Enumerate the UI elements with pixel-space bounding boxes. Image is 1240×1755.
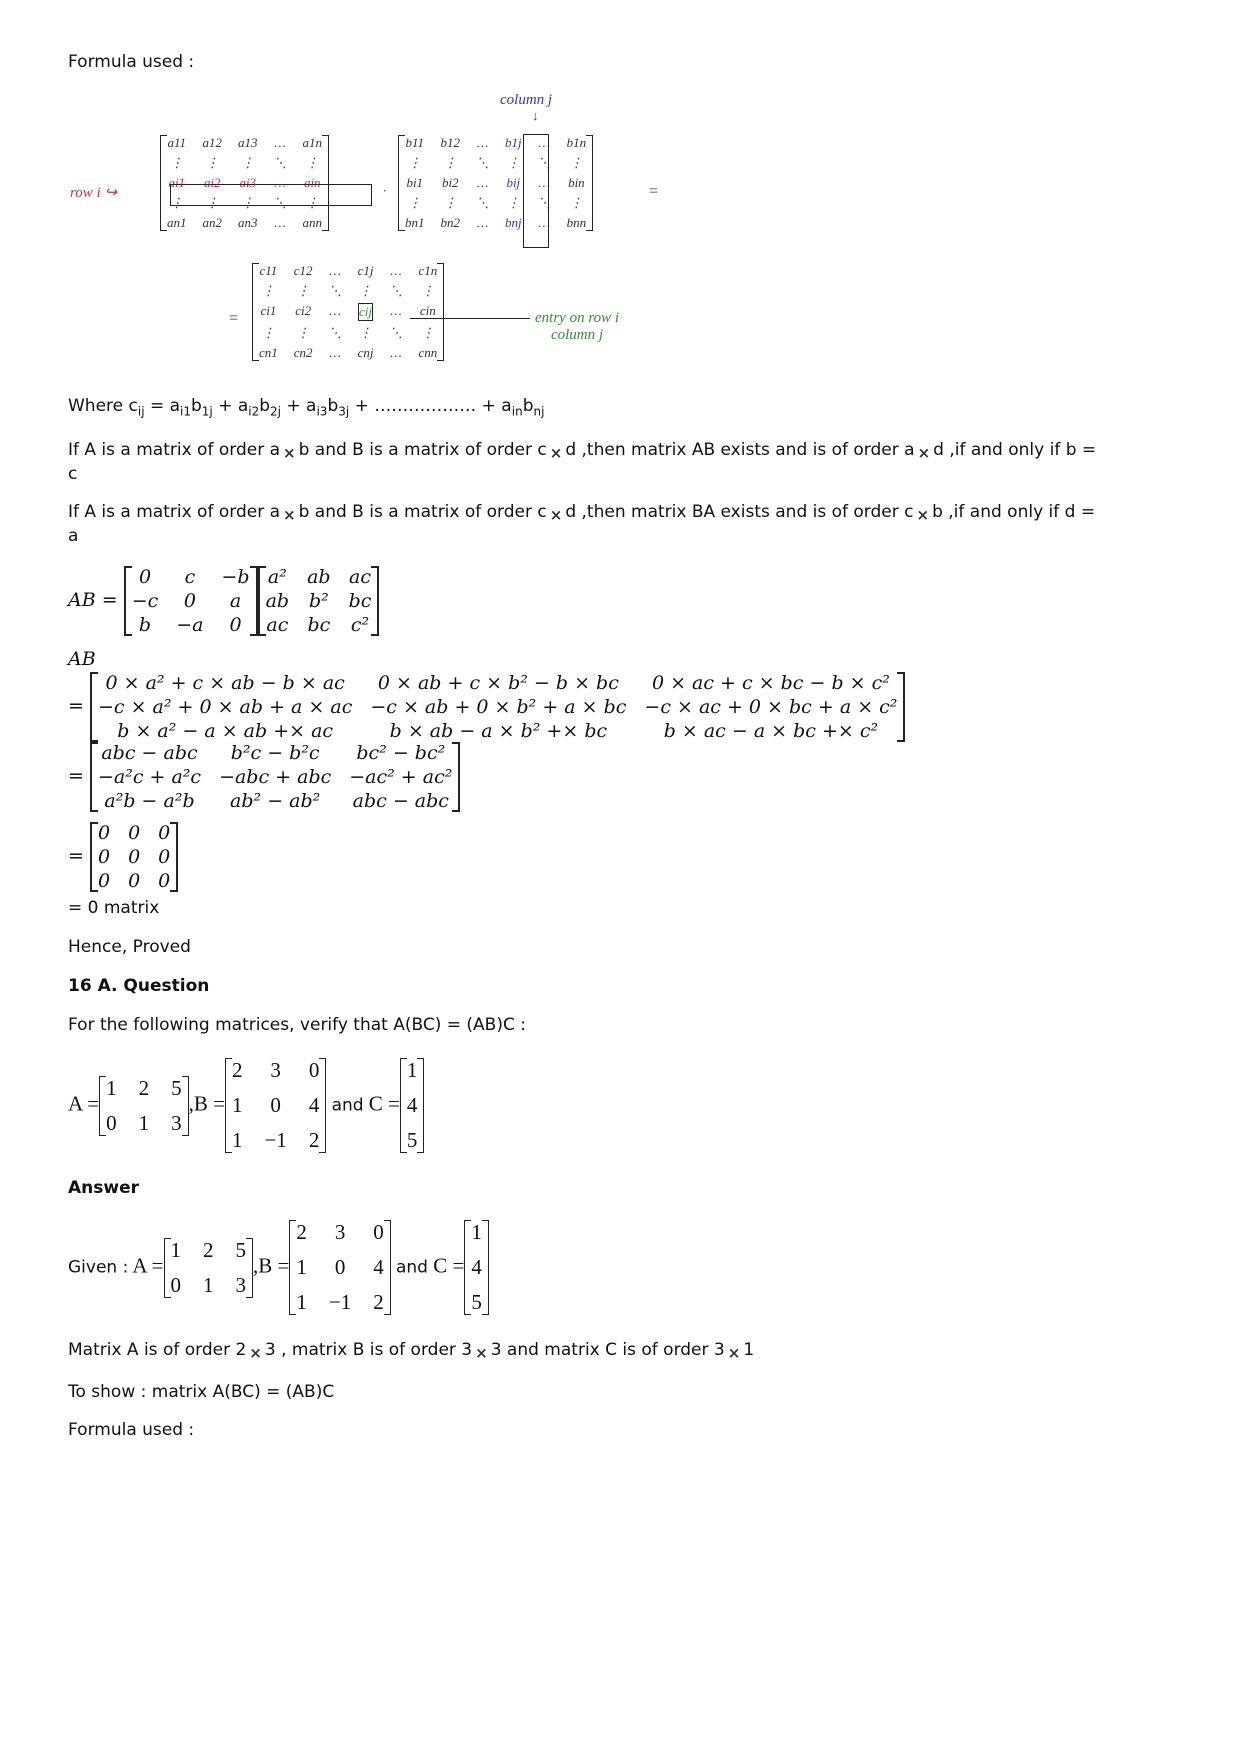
- question-matrix-b: [225, 1058, 326, 1153]
- matrix-cell: 1: [106, 1075, 117, 1100]
- matrix-cell: ⋮: [170, 195, 184, 210]
- matrix-cell: cn2: [293, 345, 313, 360]
- pointer-line: [410, 318, 530, 319]
- matrix-cell: a13: [238, 135, 258, 150]
- matrix-cell: ab: [265, 590, 290, 612]
- matrix-cell: 0 × ac + c × bc − b × c²: [651, 672, 890, 694]
- matrix-cell: ⋮: [359, 325, 372, 340]
- matrix-cell: ain: [303, 175, 321, 190]
- matrix-cell: b11: [405, 135, 425, 150]
- matrix-cell: …: [538, 215, 550, 230]
- matrix-cell: …: [390, 263, 402, 278]
- equals-sign: =: [228, 310, 239, 327]
- matrix-cell: −a: [176, 614, 204, 636]
- diagram-matrix-a: [160, 135, 329, 231]
- matrix-cell: …: [329, 263, 341, 278]
- down-arrow-icon: ↓: [532, 108, 539, 123]
- formula-used-label: Formula used :: [68, 52, 195, 72]
- matrix-cell: b × ab − a × b² +× bc: [389, 720, 608, 742]
- matrix-cell: bn1: [405, 215, 425, 230]
- matrix-cell: 1: [170, 1237, 182, 1262]
- matrix-cell: −c × ab + 0 × b² + a × bc: [370, 696, 627, 718]
- matrix-cell: 0: [158, 846, 171, 868]
- matrix-cell: ⋮: [205, 195, 219, 210]
- matrix-cell: 3: [235, 1272, 247, 1297]
- matrix-cell: a12: [202, 135, 222, 150]
- matrix-cell: cnj: [357, 345, 374, 360]
- matrix-cell: …: [476, 215, 489, 230]
- matrix-cell: 1: [231, 1128, 243, 1152]
- matrix-cell: −1: [328, 1290, 352, 1314]
- matrix-cell: …: [538, 175, 550, 190]
- given-matrix-a: [164, 1238, 254, 1298]
- matrix-cell: 0: [158, 822, 171, 844]
- given-matrices: Given : A = 1 2 5 0 1 3 ,B = 2 3 0 1 0 4 1 −1 2 and C = 1 4 5: [68, 1220, 489, 1315]
- formula-used-label-2: Formula used :: [68, 1420, 195, 1440]
- matrix-cell: bc: [307, 614, 331, 636]
- matrix-cell: an1: [167, 215, 187, 230]
- matrix-cell: 0: [158, 870, 171, 892]
- matrix-cell: −c × a² + 0 × ab + a × ac: [97, 696, 353, 718]
- zero-product: = 0 0 0 0 0 0 0 0 0: [68, 822, 178, 892]
- matrix-cell: b²: [308, 590, 329, 612]
- matrix-cell: 4: [308, 1093, 320, 1117]
- matrix-cell: 4: [471, 1255, 482, 1279]
- matrix-cell: ab: [307, 566, 331, 588]
- matrix-cell: ⋮: [506, 155, 520, 170]
- simplified-matrix: [90, 742, 460, 812]
- question-matrix-c: [400, 1058, 425, 1153]
- matrix-cell: c1n: [418, 263, 438, 278]
- matrix-cell: ⋱: [328, 283, 342, 298]
- matrix-cell: −1: [264, 1128, 287, 1152]
- matrix-cell: 4: [406, 1093, 418, 1117]
- matrix-cell: c²: [350, 614, 370, 636]
- matrix-cell: −b: [221, 566, 250, 588]
- matrix-cell: a1n: [302, 135, 322, 150]
- matrix-cell: 2: [231, 1058, 243, 1082]
- question-text: For the following matrices, verify that A(BC) = (AB)C :: [68, 1015, 526, 1035]
- question-matrix-a: [99, 1076, 189, 1136]
- column-highlight-box: [523, 134, 549, 248]
- matrix-cell: ⋮: [296, 325, 310, 340]
- matrix-cell: ann: [302, 215, 322, 230]
- matrix-cell: ⋮: [421, 283, 435, 298]
- question-title: 16 A. Question: [68, 976, 210, 996]
- paragraph-ba-exists: If A is a matrix of order a × b and B is a matrix of order c × d ,then matrix BA exists and is of order c × b ,if and only if d = a: [68, 502, 1096, 546]
- dot-operator: ·: [383, 183, 387, 198]
- matrix-cell: bnn: [566, 215, 587, 230]
- matrix-cell: ⋱: [328, 325, 342, 340]
- matrix-cell: ⋮: [205, 155, 219, 170]
- matrix-cell: 4: [373, 1255, 384, 1279]
- matrix-cell: …: [476, 135, 489, 150]
- matrix-cell: ⋱: [537, 195, 551, 210]
- diagram-matrix-c: [252, 263, 444, 361]
- matrix-cell: 1: [406, 1058, 418, 1082]
- matrix-cell: 2: [308, 1128, 320, 1152]
- matrix-cell: ⋮: [305, 195, 319, 210]
- matrix-cell: ⋱: [476, 155, 489, 170]
- hence-proved: Hence, Proved: [68, 937, 191, 957]
- matrix-orders: Matrix A is of order 2 × 3 , matrix B is of order 3 × 3 and matrix C is of order 3 × 1: [68, 1340, 755, 1362]
- matrix-cell: 3: [171, 1110, 182, 1135]
- matrix-cell: −c × ac + 0 × bc + a × c²: [644, 696, 898, 718]
- row-i-label: row i ↪: [70, 185, 118, 201]
- matrix-cell: an2: [202, 215, 222, 230]
- matrix-cell: ⋮: [241, 195, 255, 210]
- matrix-cell: ab² − ab²: [230, 790, 321, 812]
- simplified-product: = abc − abc b²c − b²c bc² − bc² −a²c + a²c −abc + abc −ac² + ac² a²b − a²b ab² − ab² abc − abc: [68, 742, 460, 812]
- matrix-cell: 5: [471, 1290, 482, 1314]
- matrix-cell: ⋮: [569, 195, 583, 210]
- matrix-cell: cnn: [418, 345, 438, 360]
- matrix-cell: ⋮: [305, 155, 319, 170]
- matrix-a: [124, 566, 258, 636]
- matrix-cell: …: [274, 175, 286, 190]
- matrix-cell: bc² − bc²: [356, 742, 446, 764]
- matrix-cell: 3: [270, 1058, 281, 1082]
- matrix-cell: 0: [128, 870, 141, 892]
- matrix-cell: 5: [235, 1237, 247, 1262]
- matrix-cell: b1n: [566, 135, 587, 150]
- matrix-cell: cin: [419, 303, 436, 318]
- column-j-label: column j: [500, 92, 553, 108]
- zero-matrix: [90, 822, 178, 892]
- matrix-cell: ⋮: [408, 155, 422, 170]
- matrix-cell: 5: [406, 1128, 418, 1152]
- matrix-cell: −ac² + ac²: [349, 766, 453, 788]
- matrix-cell: …: [329, 345, 341, 360]
- matrix-cell: …: [274, 215, 286, 230]
- cij-formula: Where $c_{ij} = a_{i1}b_{1j} + a_{i2}b_{2j} + a_{i3}b_{3j}$ + ……………… + $a_{in}b_{nj}$: [68, 396, 545, 419]
- row-highlight-box: [170, 184, 372, 206]
- matrix-cell: ⋮: [421, 325, 435, 340]
- to-show: To show : matrix A(BC) = (AB)C: [68, 1382, 335, 1402]
- matrix-cell: 0: [334, 1255, 346, 1279]
- matrix-cell: 0: [183, 590, 196, 612]
- matrix-cell: ⋮: [261, 325, 275, 340]
- matrix-cell: 0: [138, 566, 152, 588]
- diagram-matrix-b: [398, 135, 593, 231]
- ab-label: AB: [68, 648, 96, 670]
- matrix-cell: ⋮: [506, 195, 520, 210]
- matrix-cell: ci1: [260, 303, 277, 318]
- matrix-cell: b²c − b²c: [230, 742, 320, 764]
- matrix-cell: −abc + abc: [219, 766, 332, 788]
- matrix-cell: abc − abc: [101, 742, 198, 764]
- matrix-cell: …: [274, 135, 286, 150]
- matrix-cell: a: [229, 590, 242, 612]
- matrix-cell: ac: [349, 566, 371, 588]
- matrix-cell: ⋮: [443, 155, 457, 170]
- matrix-cell: 1: [296, 1290, 307, 1314]
- matrix-cell: b12: [440, 135, 460, 150]
- matrix-cell: c1j: [357, 263, 374, 278]
- matrix-cell: ⋱: [389, 283, 403, 298]
- matrix-cell: …: [476, 175, 489, 190]
- matrix-cell: c11: [259, 263, 278, 278]
- entry-label: [535, 310, 619, 344]
- matrix-cell: ⋱: [389, 325, 403, 340]
- matrix-cell: ac: [266, 614, 289, 636]
- matrix-cell: …: [329, 303, 341, 318]
- equals-sign: =: [648, 183, 659, 200]
- matrix-cell: 1: [138, 1110, 150, 1135]
- matrix-cell: an3: [238, 215, 258, 230]
- matrix-cell: 0: [128, 846, 141, 868]
- matrix-cell: b × a² − a × ab +× ac: [117, 720, 334, 742]
- matrix-cell: 2: [203, 1237, 214, 1262]
- matrix-cell: ⋮: [408, 195, 422, 210]
- matrix-cell: 1: [203, 1272, 214, 1297]
- matrix-cell: …: [538, 135, 550, 150]
- matrix-cell: 0: [106, 1110, 117, 1135]
- given-matrix-c: [464, 1220, 489, 1315]
- matrix-cell: −a²c + a²c: [97, 766, 202, 788]
- matrix-cell: cn1: [259, 345, 278, 360]
- matrix-cell: 0: [97, 846, 111, 868]
- matrix-cell: ⋮: [261, 283, 275, 298]
- matrix-cell: c12: [293, 263, 313, 278]
- matrix-cell: ai3: [239, 175, 257, 190]
- matrix-cell: 1: [231, 1093, 243, 1117]
- matrix-cell: 0: [97, 822, 111, 844]
- matrix-cell: 2: [296, 1220, 307, 1244]
- matrix-cell: ai1: [168, 175, 186, 190]
- matrix-cell: a²b − a²b: [104, 790, 195, 812]
- matrix-cell: 0: [229, 614, 242, 636]
- entry-label-line1: entry on row i: [535, 310, 620, 326]
- matrix-cell: b × ac − a × bc +× c²: [663, 720, 879, 742]
- matrix-cell: 0 × a² + c × ab − b × ac: [105, 672, 345, 694]
- matrix-cell: ⋮: [296, 283, 310, 298]
- matrix-cell: 0: [373, 1220, 384, 1244]
- matrix-cell: 0: [270, 1093, 281, 1117]
- matrix-cell: 2: [373, 1290, 384, 1314]
- matrix-cell: ⋱: [476, 195, 489, 210]
- given-matrix-b: [289, 1220, 390, 1315]
- expanded-matrix: [90, 672, 905, 742]
- matrix-cell: ⋱: [273, 155, 287, 170]
- matrix-b: [258, 566, 380, 636]
- matrix-cell: cij: [359, 304, 372, 319]
- matrix-cell: ci2: [295, 303, 312, 318]
- matrix-cell: ai2: [203, 175, 221, 190]
- matrix-cell: 0: [128, 822, 141, 844]
- expanded-product: = 0 × a² + c × ab − b × ac 0 × ab + c × b² − b × bc 0 × ac + c × bc − b × c² −c × a² + 0 × ab + a × ac −c × ab + 0 × b² + a × bc −c × ac + 0 × bc + a × c² b × a² − a × ab +× ac b × ab − a × b² +× bc b × ac − a × bc +× c²: [68, 672, 905, 742]
- matrix-cell: 0: [97, 870, 111, 892]
- matrix-cell: bi2: [441, 175, 459, 190]
- matrix-cell: 3: [334, 1220, 346, 1244]
- matrix-cell: bn2: [440, 215, 460, 230]
- matrix-cell: …: [390, 345, 402, 360]
- matrix-cell: bij: [506, 175, 521, 190]
- matrix-cell: ⋮: [170, 155, 184, 170]
- matrix-cell: ⋮: [241, 155, 255, 170]
- zero-matrix-text: = 0 matrix: [68, 898, 160, 918]
- matrix-cell: 5: [171, 1075, 182, 1100]
- matrix-cell: a²: [267, 566, 287, 588]
- matrix-cell: c: [184, 566, 196, 588]
- matrix-cell: 0 × ab + c × b² − b × bc: [377, 672, 619, 694]
- matrix-cell: 1: [296, 1255, 307, 1279]
- matrix-cell: 0: [308, 1058, 320, 1082]
- matrix-cell: 1: [471, 1220, 482, 1244]
- matrix-cell: …: [390, 303, 402, 318]
- matrix-cell: ⋮: [359, 283, 372, 298]
- matrix-cell: a11: [167, 135, 187, 150]
- matrix-cell: b: [138, 614, 152, 636]
- matrix-cell: 0: [170, 1272, 182, 1297]
- matrix-cell: abc − abc: [352, 790, 449, 812]
- matrix-cell: −c: [131, 590, 159, 612]
- paragraph-ab-exists: If A is a matrix of order a × b and B is a matrix of order c × d ,then matrix AB exists and is of order a × d ,if and only if b = c: [68, 440, 1097, 484]
- matrix-cell: b1j: [505, 135, 522, 150]
- answer-title: Answer: [68, 1178, 139, 1198]
- ab-product-equation: AB = 0 c −b −c 0 a b −a 0 a² ab ac ab b² bc ac bc c²: [68, 566, 379, 636]
- matrix-cell: ⋱: [273, 195, 287, 210]
- matrix-cell: 2: [138, 1075, 150, 1100]
- entry-label-line2: column j: [550, 327, 604, 343]
- matrix-cell: ⋱: [537, 155, 551, 170]
- question-matrices: A = 1 2 5 0 1 3 ,B = 2 3 0 1 0 4 1 −1 2 and C = 1 4 5: [68, 1058, 424, 1153]
- matrix-cell: bin: [568, 175, 585, 190]
- matrix-cell: ⋮: [443, 195, 457, 210]
- matrix-cell: bnj: [505, 215, 522, 230]
- matrix-cell: bc: [348, 590, 372, 612]
- matrix-cell: ⋮: [569, 155, 583, 170]
- matrix-cell: bi1: [406, 175, 424, 190]
